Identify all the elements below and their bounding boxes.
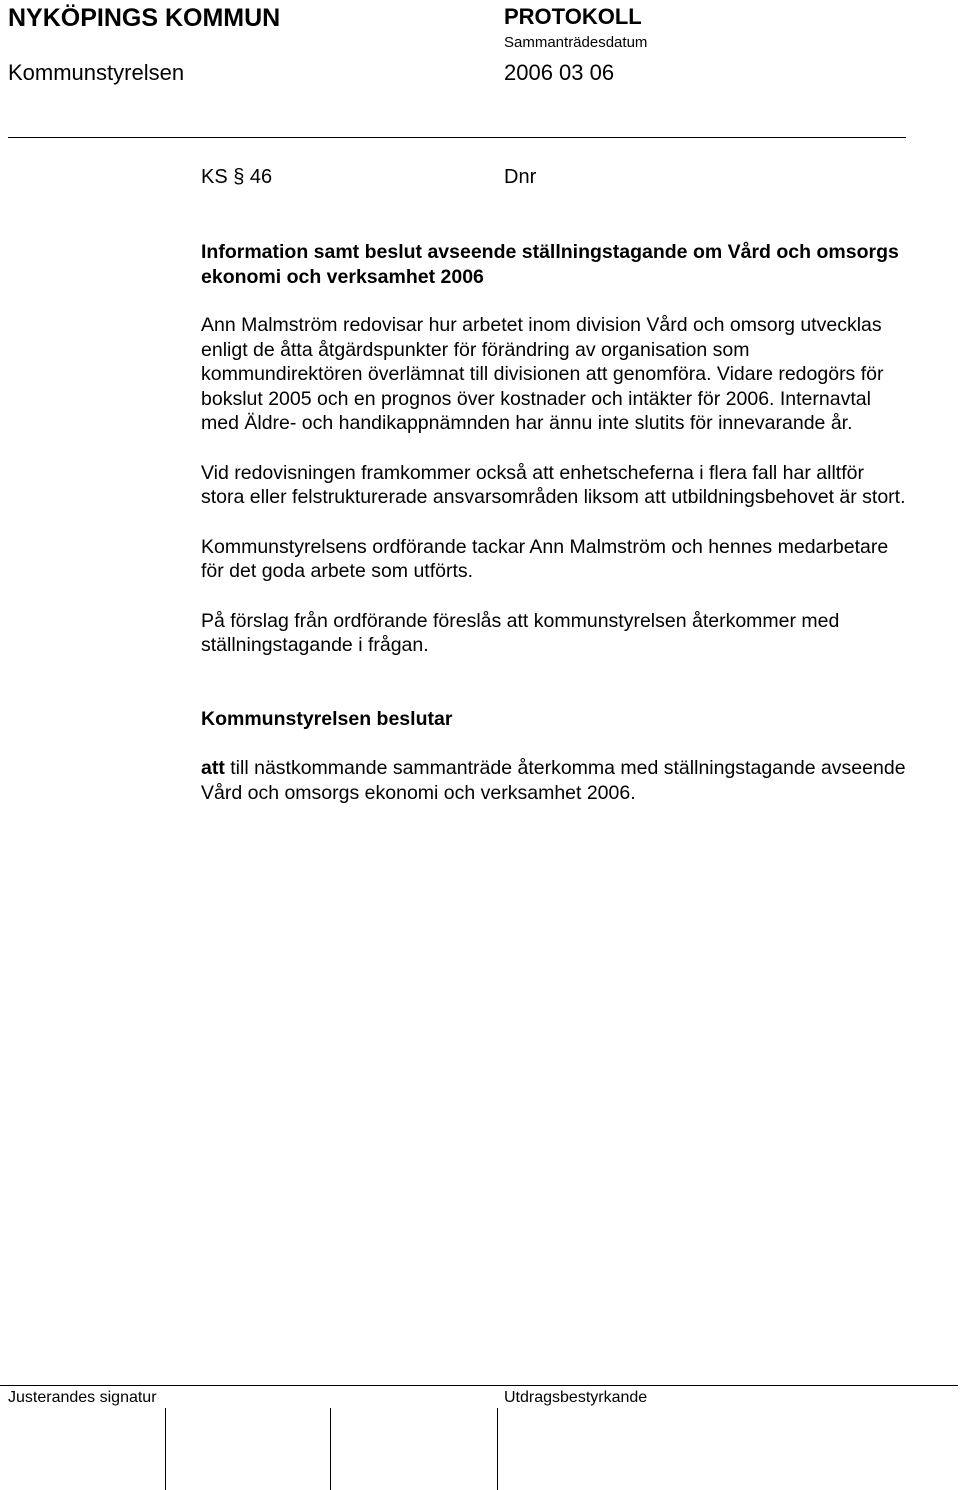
extract-certification-label: Utdragsbestyrkande bbox=[504, 1389, 648, 1406]
decision-body: till nästkommande sammanträde återkomma med ställningstagande avseende Vård och omsorgs ekonomi och verksamhet 2006. bbox=[201, 757, 906, 804]
dnr-label: Dnr bbox=[504, 166, 537, 188]
paragraph: Ann Malmström redovisar hur arbetet inom division Vård och omsorg utvecklas enligt de åtta åtgärdspunkter för förändring av organisation som kommundirektören överlämnat till divisionen att genomföra. Vidare redogörs för bokslut 2005 och en prognos över kostnader och intäkter för 2006. Internavtal med Äldre- och handikappnämnden har ännu inte slutits för innevarande år. bbox=[201, 314, 884, 434]
committee-name: Kommunstyrelsen bbox=[8, 60, 185, 85]
protocol-body bbox=[201, 240, 911, 805]
signature-box-divider bbox=[165, 1408, 166, 1490]
document-type: PROTOKOLL bbox=[504, 4, 642, 29]
signature-box-divider bbox=[330, 1408, 331, 1490]
footer-divider bbox=[0, 1385, 958, 1386]
organization-name: NYKÖPINGS KOMMUN bbox=[8, 4, 281, 32]
item-title: Information samt beslut avseende ställningstagande om Vård och omsorgs ekonomi och verksamhet 2006 bbox=[201, 241, 899, 288]
decision-heading: Kommunstyrelsen beslutar bbox=[201, 707, 453, 730]
decision-att-keyword: att bbox=[201, 757, 225, 779]
signature-label: Justerandes signatur bbox=[8, 1389, 157, 1406]
meeting-date-label: Sammanträdesdatum bbox=[504, 34, 648, 51]
paragraph: Vid redovisningen framkommer också att enhetscheferna i flera fall har alltför stora eller felstrukturerade ansvarsområden liksom att utbildningsbehovet är stort. bbox=[201, 461, 906, 508]
case-number: KS § 46 bbox=[201, 166, 273, 188]
signature-box-divider bbox=[497, 1408, 498, 1490]
header-divider bbox=[8, 137, 906, 138]
paragraph: På förslag från ordförande föreslås att kommunstyrelsen återkommer med ställningstagande i frågan. bbox=[201, 609, 840, 656]
paragraph: Kommunstyrelsens ordförande tackar Ann Malmström och hennes medarbetare för det goda arbete som utförts. bbox=[201, 535, 889, 582]
meeting-date: 2006 03 06 bbox=[504, 60, 615, 85]
decision-text bbox=[201, 756, 911, 805]
